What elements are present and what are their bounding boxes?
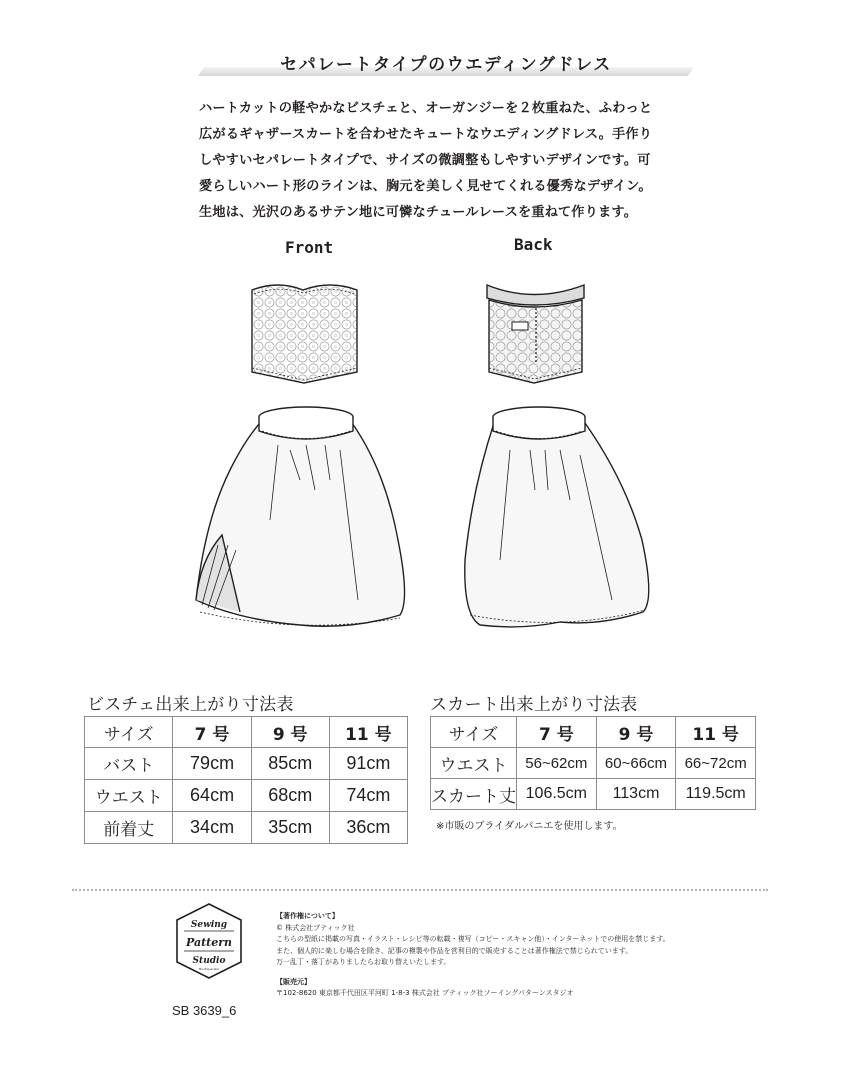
- table-row: [431, 779, 756, 810]
- footer-legal: [276, 911, 670, 1000]
- table-row-label: ウエスト: [85, 780, 173, 812]
- table-cell: 85cm: [251, 748, 329, 780]
- skirt-table-title: スカート出来上がり寸法表: [430, 695, 638, 715]
- seller-heading: 【販売元】: [276, 977, 311, 986]
- front-bustier-drawing: [252, 285, 357, 383]
- table-cell: 91cm: [329, 748, 407, 780]
- table-row-label: 前着丈: [85, 812, 173, 844]
- table-cell: 74cm: [329, 780, 407, 812]
- table-cell: 36cm: [329, 812, 407, 844]
- table-cell: 68cm: [251, 780, 329, 812]
- table-header-cell: 11 号: [329, 717, 407, 748]
- dotted-divider: [72, 889, 768, 891]
- table-row: [85, 748, 408, 780]
- front-skirt-drawing: [196, 407, 405, 626]
- table-header-row: [85, 717, 408, 748]
- logo-text-middle: Pattern: [185, 936, 233, 949]
- table-header-cell: 7 号: [517, 717, 597, 748]
- copyright-owner: © 株式会社ブティック社: [276, 923, 355, 932]
- table-cell: 60~66cm: [596, 748, 676, 779]
- table-row: [431, 748, 756, 779]
- page-title: セパレートタイプのウエディングドレス: [280, 55, 612, 75]
- sewing-pattern-studio-logo: [176, 903, 242, 979]
- logo-text-top: Sewing: [190, 920, 228, 930]
- table-row-label: バスト: [85, 748, 173, 780]
- seller-address: 〒102-8620 東京都千代田区平河町 1-8-3 株式会社 ブティック社ソーイングパターンスタジオ: [276, 989, 574, 997]
- table-cell: 66~72cm: [676, 748, 756, 779]
- table-header-cell: 11 号: [676, 717, 756, 748]
- skirt-note: ※市販のブライダルパニエを使用します。: [436, 821, 623, 832]
- table-cell: 119.5cm: [676, 779, 756, 810]
- back-skirt-drawing: [465, 407, 649, 627]
- table-cell: 35cm: [251, 812, 329, 844]
- copyright-heading: 【著作権について】: [276, 912, 339, 920]
- description-line: 生地は、光沢のあるサテン地に可憐なチュールレースを重ねて作ります。: [199, 205, 638, 220]
- logo-text-tiny: Boutique-sha: [199, 967, 219, 971]
- description-line: しやすいセパレートタイプで、サイズの微調整もしやすいデザインです。可: [199, 153, 651, 168]
- table-cell: 56~62cm: [517, 748, 597, 779]
- table-header-cell: 9 号: [596, 717, 676, 748]
- table-header-cell: 7 号: [173, 717, 251, 748]
- table-row: [85, 780, 408, 812]
- table-cell: 113cm: [596, 779, 676, 810]
- back-bustier-drawing: [487, 285, 584, 383]
- table-header-cell: サイズ: [85, 717, 173, 748]
- table-cell: 64cm: [173, 780, 251, 812]
- table-row-label: ウエスト: [431, 748, 517, 779]
- copyright-text: 万一乱丁・落丁がありましたらお取り替えいたします。: [276, 958, 451, 966]
- bustier-size-table: [84, 716, 408, 844]
- front-label: Front: [285, 238, 334, 257]
- back-label: Back: [514, 235, 553, 254]
- table-row: [85, 812, 408, 844]
- product-code: SB 3639_6: [172, 1003, 237, 1018]
- table-header-row: [431, 717, 756, 748]
- table-row-label: スカート丈: [431, 779, 517, 810]
- table-cell: 79cm: [173, 748, 251, 780]
- table-cell: 34cm: [173, 812, 251, 844]
- description-line: 愛らしいハート形のラインは、胸元を美しく見せてくれる優秀なデザイン。: [199, 179, 652, 194]
- logo-text-bottom: Studio: [192, 956, 226, 966]
- description-line: 広がるギャザースカートを合わせたキュートなウエディングドレス。手作り: [199, 127, 653, 142]
- table-cell: 106.5cm: [517, 779, 597, 810]
- copyright-text: こちらの型紙に掲載の写真・イラスト・レシピ等の転載・複写（コピー・スキャン他）・インターネットでの使用を禁じます。: [276, 935, 670, 943]
- bustier-table-title: ビスチェ出来上がり寸法表: [87, 695, 294, 715]
- table-header-cell: 9 号: [251, 717, 329, 748]
- description-line: ハートカットの軽やかなビスチェと、オーガンジーを２枚重ねた、ふわっと: [199, 101, 653, 116]
- skirt-size-table: [430, 716, 756, 810]
- table-header-cell: サイズ: [431, 717, 517, 748]
- copyright-text: また、個人的に楽しむ場合を除き、記事の模製や作品を営利目的で販売することは著作権法で禁じられています。: [276, 946, 633, 955]
